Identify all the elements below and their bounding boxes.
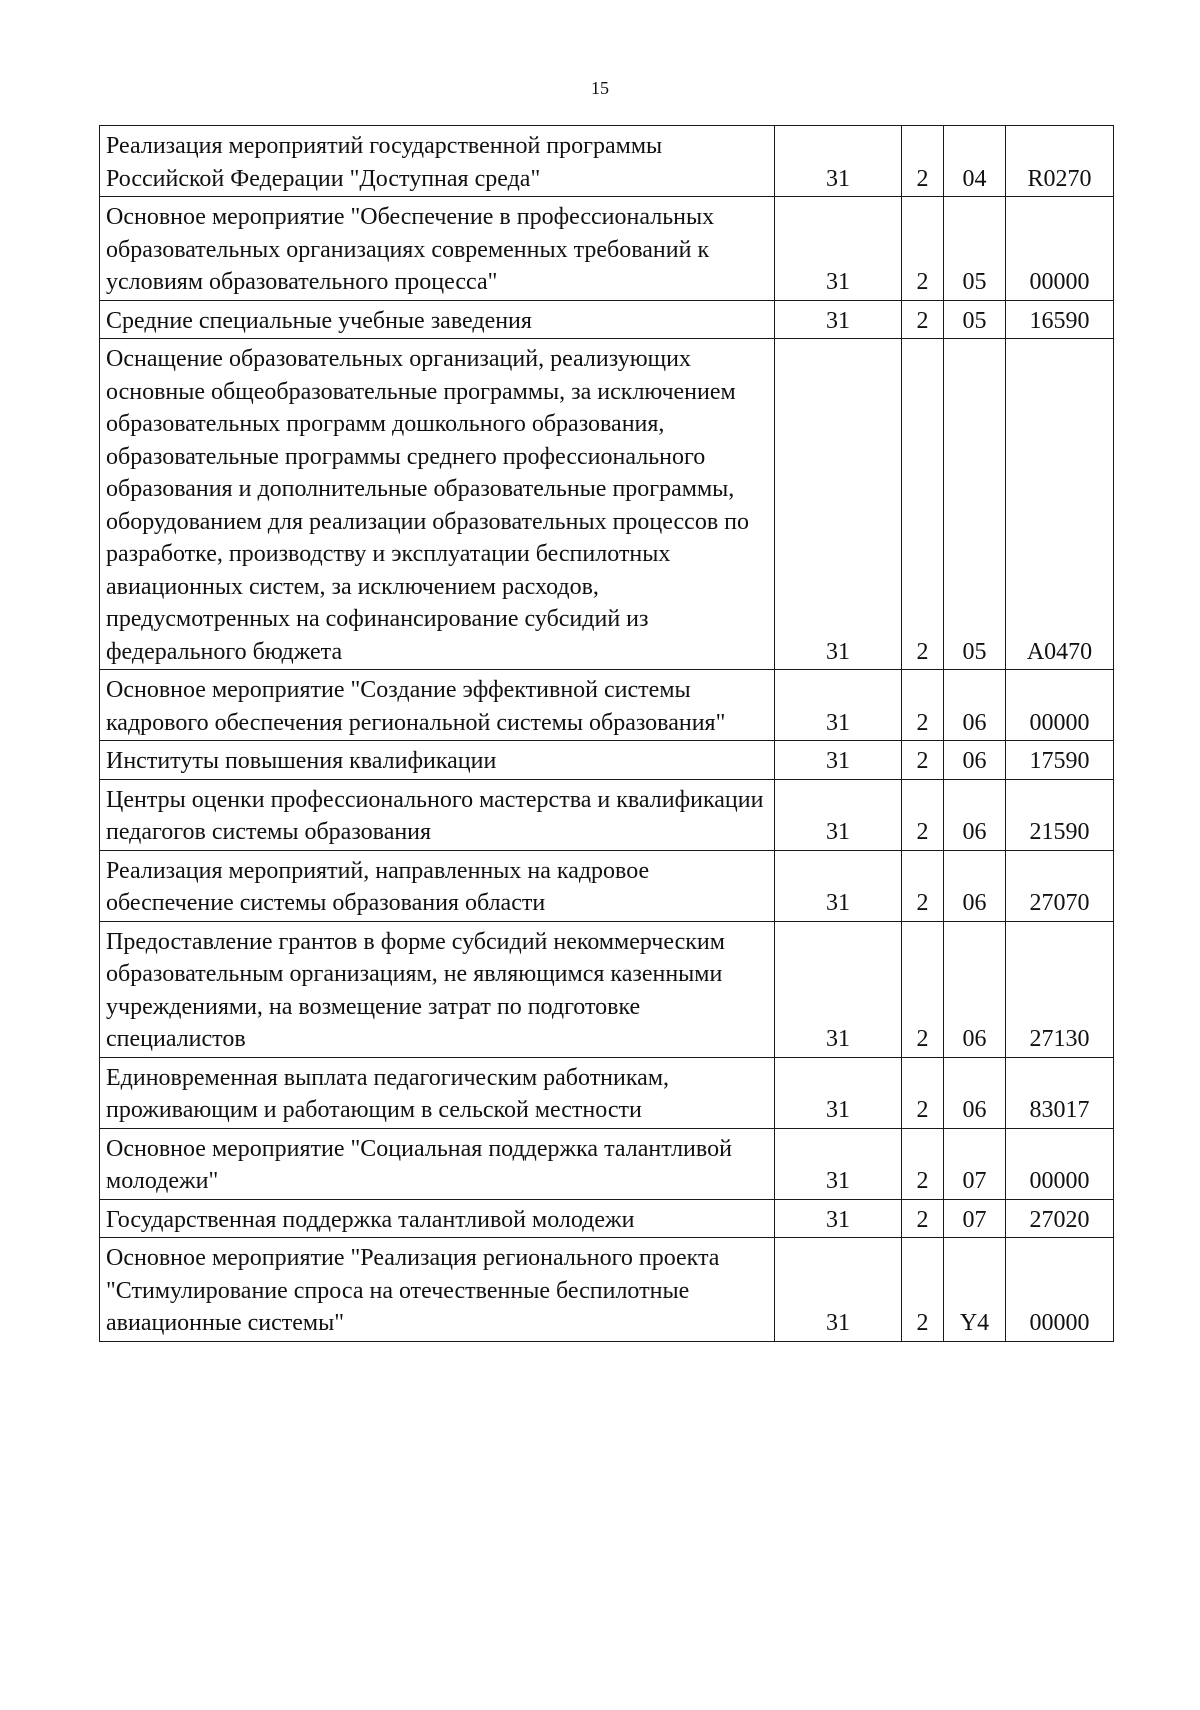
row-code-4: 16590 bbox=[1006, 300, 1114, 339]
table-row bbox=[100, 339, 1114, 670]
row-code-1: 31 bbox=[775, 1199, 902, 1238]
row-code-1: 31 bbox=[775, 921, 902, 1057]
row-code-2: 2 bbox=[902, 1057, 944, 1128]
row-code-3: 05 bbox=[944, 197, 1006, 301]
row-code-1: 31 bbox=[775, 779, 902, 850]
table-row bbox=[100, 1199, 1114, 1238]
row-code-1: 31 bbox=[775, 197, 902, 301]
row-code-3: 05 bbox=[944, 339, 1006, 670]
row-code-3: 06 bbox=[944, 741, 1006, 780]
row-code-3: 07 bbox=[944, 1199, 1006, 1238]
row-name: Государственная поддержка талантливой молодежи bbox=[100, 1199, 775, 1238]
row-code-2: 2 bbox=[902, 197, 944, 301]
row-name: Реализация мероприятий государственной программы Российской Федерации "Доступная среда" bbox=[100, 126, 775, 197]
row-code-1: 31 bbox=[775, 741, 902, 780]
row-code-2: 2 bbox=[902, 779, 944, 850]
row-name: Единовременная выплата педагогическим работникам, проживающим и работающим в сельской местности bbox=[100, 1057, 775, 1128]
row-code-1: 31 bbox=[775, 1057, 902, 1128]
row-code-1: 31 bbox=[775, 1238, 902, 1342]
table-row bbox=[100, 850, 1114, 921]
row-code-4: 00000 bbox=[1006, 1128, 1114, 1199]
row-name: Основное мероприятие "Социальная поддержка талантливой молодежи" bbox=[100, 1128, 775, 1199]
row-name: Реализация мероприятий, направленных на кадровое обеспечение системы образования области bbox=[100, 850, 775, 921]
row-code-2: 2 bbox=[902, 670, 944, 741]
table-row bbox=[100, 126, 1114, 197]
row-name: Институты повышения квалификации bbox=[100, 741, 775, 780]
page-number: 15 bbox=[591, 78, 609, 98]
row-name: Основное мероприятие "Обеспечение в профессиональных образовательных организациях современных требований к условиям образовательного процесса" bbox=[100, 197, 775, 301]
table-row bbox=[100, 197, 1114, 301]
row-code-1: 31 bbox=[775, 850, 902, 921]
row-code-2: 2 bbox=[902, 1238, 944, 1342]
table-row bbox=[100, 921, 1114, 1057]
row-name: Оснащение образовательных организаций, реализующих основные общеобразовательные программы, за исключением образовательных программ дошкольного образования, образовательные программы среднего профессионального образования и дополнительные образовательные программы, оборудованием для реализации образовательных процессов по разработке, производству и эксплуатации беспилотных авиационных систем, за исключением расходов, предусмотренных на софинансирование субсидий из федерального бюджета bbox=[100, 339, 775, 670]
budget-classification-table bbox=[99, 125, 1114, 1342]
row-code-3: Y4 bbox=[944, 1238, 1006, 1342]
row-code-3: 06 bbox=[944, 1057, 1006, 1128]
row-code-4: 21590 bbox=[1006, 779, 1114, 850]
table-row bbox=[100, 670, 1114, 741]
row-code-2: 2 bbox=[902, 850, 944, 921]
row-name: Центры оценки профессионального мастерства и квалификации педагогов системы образования bbox=[100, 779, 775, 850]
row-code-4: A0470 bbox=[1006, 339, 1114, 670]
row-code-4: 27130 bbox=[1006, 921, 1114, 1057]
row-code-4: 17590 bbox=[1006, 741, 1114, 780]
row-name: Предоставление грантов в форме субсидий некоммерческим образовательным организациям, не являющимся казенными учреждениями, на возмещение затрат по подготовке специалистов bbox=[100, 921, 775, 1057]
row-code-2: 2 bbox=[902, 921, 944, 1057]
table-row bbox=[100, 779, 1114, 850]
row-name: Основное мероприятие "Создание эффективной системы кадрового обеспечения региональной системы образования" bbox=[100, 670, 775, 741]
row-code-3: 04 bbox=[944, 126, 1006, 197]
row-code-4: 00000 bbox=[1006, 1238, 1114, 1342]
row-code-2: 2 bbox=[902, 300, 944, 339]
row-code-4: 83017 bbox=[1006, 1057, 1114, 1128]
row-code-3: 07 bbox=[944, 1128, 1006, 1199]
table-row bbox=[100, 741, 1114, 780]
row-code-2: 2 bbox=[902, 741, 944, 780]
row-code-1: 31 bbox=[775, 126, 902, 197]
row-code-3: 06 bbox=[944, 921, 1006, 1057]
row-code-4: 00000 bbox=[1006, 197, 1114, 301]
row-code-4: 27020 bbox=[1006, 1199, 1114, 1238]
row-name: Основное мероприятие "Реализация регионального проекта "Стимулирование спроса на отечественные беспилотные авиационные системы" bbox=[100, 1238, 775, 1342]
row-code-3: 05 bbox=[944, 300, 1006, 339]
row-code-3: 06 bbox=[944, 670, 1006, 741]
row-code-2: 2 bbox=[902, 1199, 944, 1238]
row-code-2: 2 bbox=[902, 126, 944, 197]
table-row bbox=[100, 1238, 1114, 1342]
table-row bbox=[100, 1128, 1114, 1199]
row-code-3: 06 bbox=[944, 779, 1006, 850]
row-code-1: 31 bbox=[775, 1128, 902, 1199]
row-name: Средние специальные учебные заведения bbox=[100, 300, 775, 339]
row-code-1: 31 bbox=[775, 339, 902, 670]
table-row bbox=[100, 300, 1114, 339]
row-code-4: R0270 bbox=[1006, 126, 1114, 197]
table-row bbox=[100, 1057, 1114, 1128]
row-code-4: 00000 bbox=[1006, 670, 1114, 741]
row-code-2: 2 bbox=[902, 1128, 944, 1199]
row-code-4: 27070 bbox=[1006, 850, 1114, 921]
row-code-3: 06 bbox=[944, 850, 1006, 921]
row-code-1: 31 bbox=[775, 670, 902, 741]
row-code-1: 31 bbox=[775, 300, 902, 339]
row-code-2: 2 bbox=[902, 339, 944, 670]
